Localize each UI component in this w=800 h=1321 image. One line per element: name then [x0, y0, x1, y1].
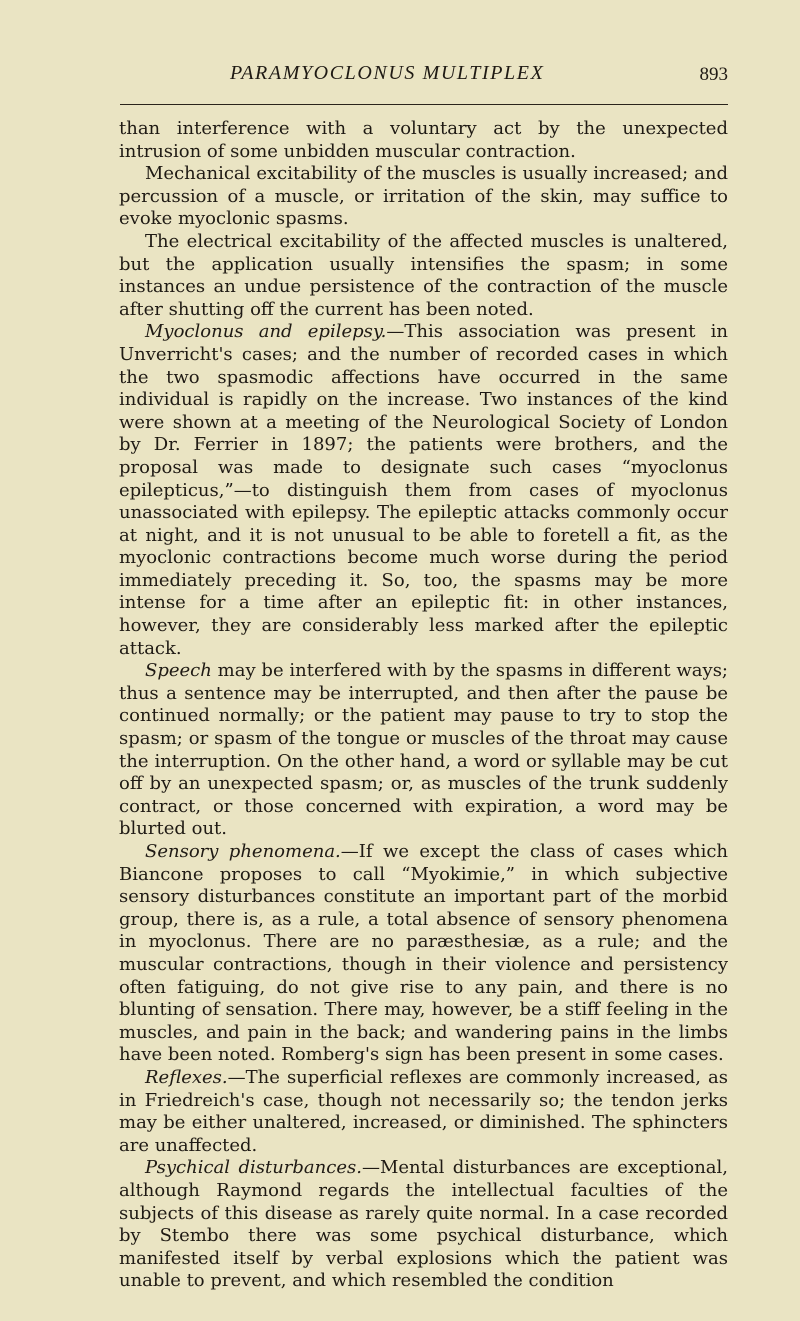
running-head: PARAMYOCLONUS MULTIPLEX — [230, 62, 545, 84]
paragraph-lead: Sensory phenomena. — [145, 841, 341, 862]
paragraph-mechanical-excitability — [119, 163, 728, 231]
page-header — [120, 62, 728, 92]
paragraph-lead: Speech — [145, 660, 212, 682]
paragraph-text: may be interfered with by the spasms in different ways; thus a sentence may be interrupted, and then after the pause be continued normally; or the patient may pause to try to stop the spasm; or spasm of the tongue or muscles of the throat may cause the interruption. On the other hand, a word or syllable may be cut off by an unexpected spasm; or, as muscles of the trunk suddenly contract, or those concerned with expiration, a word may be blurted out. — [119, 660, 728, 840]
paragraph-electrical-excitability — [119, 231, 728, 321]
paragraph-lead: Myoclonus and epilepsy. — [145, 321, 387, 343]
paragraph-lead: Psychical disturbances. — [145, 1157, 362, 1179]
paragraph-continuation — [119, 118, 728, 163]
paragraph-text: —This association was present in Unverricht's cases; and the number of recorded cases in which the two spasmodic affections have occurred in the same individual is rapidly on the increase. Two instances of the kind were shown at a meeting of the Neurological Society of London by Dr. Ferrier in 1897; the patients were brothers, and the proposal was made to designate such cases “myoclonus epilepticus,”—to distinguish them from cases of myoclonus unassociated with epilepsy. The epileptic attacks commonly occur at night, and it is not unusual to be able to foretell a fit, as the myoclonic contractions become much worse during the period immediately preceding it. So, too, the spasms may be more intense for a time after an epileptic fit: in other instances, however, they are considerably less marked after the epileptic attack. — [119, 321, 728, 659]
header-rule — [120, 104, 728, 105]
paragraph-psychical-disturbances — [119, 1157, 728, 1293]
paragraph-text: —Mental disturbances are exceptional, although Raymond regards the intellectual faculties of the subjects of this disease as rarely quite normal. In a case recorded by Stembo there was some psychical disturbance, which manifested itself by verbal explosions which the patient was unable to prevent, and which resembled the condition — [119, 1157, 728, 1292]
paragraph-reflexes — [119, 1067, 728, 1157]
paragraph-text: Mechanical excitability of the muscles is usually increased; and percussion of a muscle, or irritation of the skin, may suffice to evoke myoclonic spasms. — [119, 163, 728, 230]
paragraph-sensory-phenomena — [119, 841, 728, 1067]
paragraph-text: The electrical excitability of the affected muscles is unaltered, but the application usually intensifies the spasm; in some instances an undue persistence of the contraction of the muscle after shutting off the current has been noted. — [119, 230, 728, 320]
paragraph-text: than interference with a voluntary act by the unexpected intrusion of some unbidden muscular contraction. — [119, 118, 728, 162]
paragraph-text: —The superficial reflexes are commonly increased, as in Friedreich's case, though not necessarily so; the tendon jerks may be either unaltered, increased, or diminished. The sphincters are unaffected. — [119, 1066, 728, 1156]
paragraph-myoclonus-epilepsy — [119, 321, 728, 660]
paragraph-lead: Reflexes. — [145, 1066, 228, 1088]
body-text — [119, 118, 728, 1293]
paragraph-text: —If we except the class of cases which Biancone proposes to call “Myokimie,” in which subjective sensory disturbances constitute an important part of the morbid group, there is, as a rule, a total absence of sensory phenomena in myoclonus. There are no paræsthesiæ, as a rule; and the muscular contractions, though in their violence and persistency often fatiguing, do not give rise to any pain, and there is no blunting of sensation. There may, however, be a stiff feeling in the muscles, and pain in the back; and wandering pains in the limbs have been noted. Romberg's sign has been present in some cases. — [119, 841, 728, 1066]
paragraph-speech — [119, 660, 728, 841]
page-number: 893 — [699, 64, 728, 85]
